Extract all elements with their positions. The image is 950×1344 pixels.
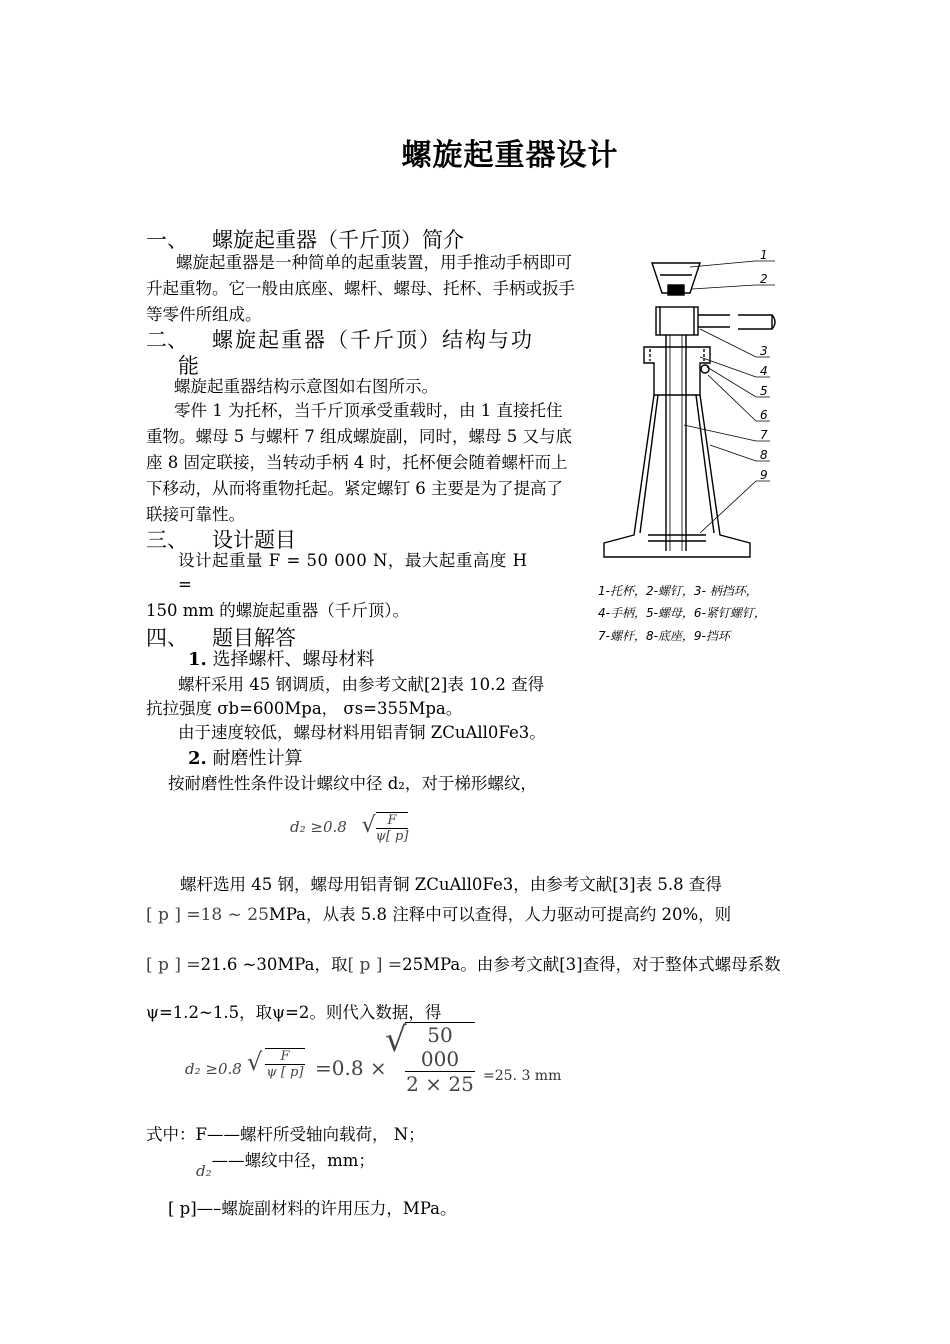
paragraph-4-text: MPa，从表 5.8 注释中可以查得，人力驱动可提高约 20%，则 bbox=[268, 905, 732, 924]
formula-2-numerator-value: 50 000 bbox=[405, 1023, 475, 1072]
section-3-line-3: 150 mm 的螺旋起重器（千斤顶）。 bbox=[146, 601, 410, 620]
diagram-label-4: 4 bbox=[760, 364, 768, 378]
formula-2-middle: =0.8 × bbox=[315, 1056, 387, 1080]
allowable-pressure-symbol-1: [ p ] = bbox=[146, 955, 201, 975]
subsection-1-p2: 由于速度较低，螺母材料用铝青铜 ZCuAll0Fe3。 bbox=[178, 723, 546, 742]
formula-1-denominator: ψ[ p] bbox=[375, 829, 409, 844]
screw-jack-diagram bbox=[590, 245, 800, 575]
subsection-1-heading bbox=[188, 647, 375, 673]
subsection-1-p1b: 抗拉强度 σb=600Mpa， σs=355Mpa。 bbox=[146, 699, 463, 718]
section-2-p2: 零件 1 为托杯，当千斤顶承受重载时，由 1 直接托住重物。螺母 5 与螺杆 7 组成螺旋副，同时，螺母 5 又与底座 8 固定联接，当转动手柄 4 时，托杯便会随着螺杆而上下移动，从而将重物托起。紧定螺钉 6 主要是为了提高了联接可靠性。 bbox=[146, 401, 572, 524]
section-3-number: 三、 bbox=[146, 528, 188, 552]
diagram-caption-3: 7-螺杆，8-底座，9-挡环 bbox=[598, 629, 730, 643]
section-3-title: 设计题目 bbox=[212, 528, 296, 552]
subsection-1-title: 选择螺杆、螺母材料 bbox=[212, 649, 375, 670]
diagram-screw-2 bbox=[668, 285, 684, 295]
section-1-number: 一、 bbox=[146, 228, 188, 252]
subsection-2-title: 耐磨性计算 bbox=[212, 748, 303, 769]
subsection-1-p1a: 螺杆采用 45 钢调质，由参考文献[2]表 10.2 查得 bbox=[178, 675, 545, 694]
diagram-label-2: 2 bbox=[760, 272, 768, 286]
section-2-heading bbox=[146, 324, 576, 354]
subsection-1-number: 1. bbox=[188, 649, 207, 670]
diagram-label-6: 6 bbox=[760, 408, 768, 422]
section-2-p1: 螺旋起重器结构示意图如右图所示。 bbox=[174, 377, 438, 396]
diagram-screw-shaft bbox=[666, 335, 686, 551]
section-2-title: 螺旋起重器（千斤顶）结构与功 bbox=[212, 328, 534, 352]
section-2-number: 二、 bbox=[146, 328, 188, 352]
paragraph-5-text-a: 21.6 ~30MPa，取 bbox=[200, 955, 348, 974]
diagram-stop-ring bbox=[648, 535, 706, 541]
subsection-2-p1: 按耐磨性性条件设计螺纹中径 d₂，对于梯形螺纹， bbox=[168, 774, 537, 793]
section-2-title-cont: 能 bbox=[178, 354, 199, 378]
section-4-title: 题目解答 bbox=[212, 626, 296, 650]
formula-2-numerator: F bbox=[265, 1049, 305, 1065]
where-line-1: 式中：F——螺杆所受轴向载荷， N； bbox=[146, 1125, 425, 1144]
section-3-line-1: 设计起重量 F = 50 000 N，最大起重高度 H bbox=[178, 551, 528, 570]
allowable-pressure-symbol-2: [ p ] = bbox=[347, 955, 403, 975]
paragraph-3: 螺杆选用 45 钢，螺母用铝青铜 ZCuAll0Fe3，由参考文献[3]表 5.8 查得 bbox=[180, 875, 722, 894]
diagram-caption-2: 4-手柄，5-螺母，6-紧钉螺钉， bbox=[598, 606, 766, 620]
diagram-label-9: 9 bbox=[760, 468, 768, 482]
diagram-label-1: 1 bbox=[760, 248, 768, 262]
where-line-3: [ p]—–螺旋副材料的许用压力，MPa。 bbox=[168, 1199, 457, 1218]
formula-1: d₂ ≥0.8 √ $\frac{F}{\psi[ p]}$ bbox=[290, 813, 409, 844]
subsection-2-number: 2. bbox=[188, 748, 207, 769]
diagram-label-3: 3 bbox=[760, 344, 768, 358]
section-3-line-2: = bbox=[178, 575, 192, 594]
diagram-head bbox=[656, 307, 698, 335]
formula-2-denominator-value: 2 × 25 bbox=[406, 1072, 474, 1096]
where-line-2 bbox=[196, 1148, 375, 1180]
diagram-caption-1: 1-托杯，2-螺钉，3- 柄挡环， bbox=[598, 584, 758, 598]
subsection-2-heading bbox=[188, 746, 303, 772]
paragraph-6: ψ=1.2~1.5，取ψ=2。则代入数据，得 bbox=[146, 1003, 442, 1022]
where-d2-symbol: d₂ bbox=[196, 1162, 212, 1180]
paragraph-5 bbox=[146, 952, 781, 978]
formula-2-lhs: d₂ ≥0.8 bbox=[185, 1060, 242, 1078]
formula-2-result: =25. 3 mm bbox=[483, 1068, 562, 1084]
diagram-nut bbox=[644, 347, 710, 395]
diagram-label-5: 5 bbox=[760, 384, 768, 398]
formula-1-lhs: d₂ ≥0.8 bbox=[290, 818, 347, 836]
page-title: 螺旋起重器设计 bbox=[401, 138, 619, 173]
formula-2-denominator: ψ [ p] bbox=[266, 1065, 304, 1080]
section-1-text: 螺旋起重器是一种简单的起重装置，用手推动手柄即可升起重物。它一般由底座、螺杆、螺母、托杯、手柄或扳手等零件所组成。 bbox=[146, 253, 575, 324]
diagram-label-8: 8 bbox=[760, 448, 768, 462]
paragraph-5-text-b: 25MPa。由参考文献[3]查得，对于整体式螺母系数 bbox=[402, 955, 781, 974]
diagram-base bbox=[604, 395, 750, 557]
paragraph-4 bbox=[146, 902, 731, 928]
formula-1-numerator: F bbox=[376, 813, 409, 829]
diagram-label-7: 7 bbox=[760, 428, 768, 442]
diagram-handle bbox=[698, 315, 730, 327]
section-1-title: 螺旋起重器（千斤顶）简介 bbox=[212, 228, 464, 252]
diagram-set-screw bbox=[701, 365, 709, 373]
where-line-2-text: ——螺纹中径，mm； bbox=[211, 1151, 375, 1170]
section-4-number: 四、 bbox=[146, 626, 188, 650]
allowable-pressure-range: [ p ] =18 ~ 25 bbox=[146, 905, 269, 925]
